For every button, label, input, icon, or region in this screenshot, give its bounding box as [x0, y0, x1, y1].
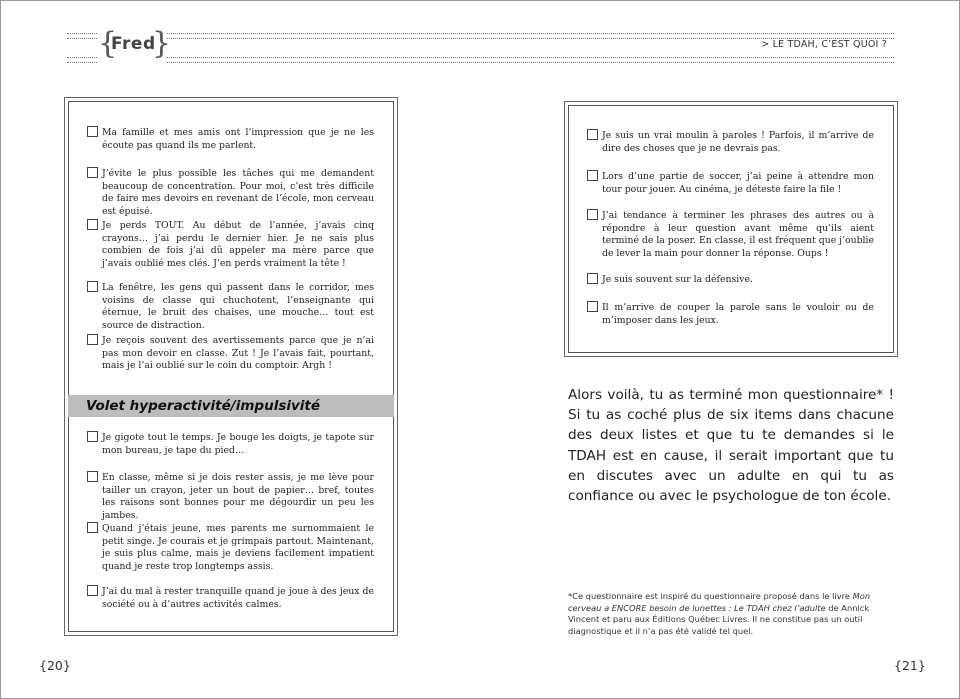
checkbox[interactable]: [87, 126, 98, 137]
footnote-text-end: de Annick Vincent et paru aux Éditions Québec Livres. Il ne constitue pas un outil diagnostique et il n’a pas été validé tel quel.: [568, 602, 870, 636]
checklist-item: Quand j’étais jeune, mes parents me surnommaient le petit singe. Je courais et je grimpais partout. Maintenant, je suis plus calme, mais je deviens facilement impatient quand je reste trop longtemps assis.: [102, 523, 374, 572]
checkbox[interactable]: [587, 301, 598, 312]
checkbox[interactable]: [587, 129, 598, 140]
header-rule-top: [167, 33, 894, 34]
header-rule-left-top-2: [67, 38, 97, 39]
right-brace-icon: }: [152, 26, 172, 61]
checklist-item: Ma famille et mes amis ont l’impression que je ne les écoute pas quand ils me parlent.: [102, 127, 374, 151]
checklist-item: La fenêtre, les gens qui passent dans le corridor, mes voisins de classe qui chuchotent, l’enseignante qui éternue, le bruit des chaises, une mouche… tout est source de distraction.: [102, 282, 374, 331]
header-rule-left-bottom: [67, 57, 97, 58]
checklist-item: Je gigote tout le temps. Je bouge les doigts, je tapote sur mon bureau, je tape du pied…: [102, 432, 374, 456]
checkbox[interactable]: [87, 334, 98, 345]
footnote: [568, 591, 888, 637]
section-title: Volet hyperactivité/impulsivité: [86, 398, 321, 414]
header-rule-bottom: [167, 57, 894, 58]
header-rule-bottom-2: [167, 62, 894, 63]
character-tag: Fred: [111, 34, 156, 54]
footnote-book-title: Mon cerveau a ENCORE besoin de lunettes : Le TDAH chez l’adulte: [568, 591, 871, 613]
checklist-item: J’évite le plus possible les tâches qui me demandent beaucoup de concentration. Pour moi, c’est très difficile de faire mes devoirs en revenant de l’école, mon cerveau est épuisé.: [102, 168, 374, 217]
header-rule-left-bottom-2: [67, 62, 97, 63]
checklist-item: Je reçois souvent des avertissements parce que je n’ai pas mon devoir en classe. Zut ! Je l’avais fait, pourtant, mais je l’ai oublié sur le coin du comptoir. Argh !: [102, 335, 374, 372]
checkbox[interactable]: [587, 170, 598, 181]
checkbox[interactable]: [87, 281, 98, 292]
running-head: > LE TDAH, C’EST QUOI ?: [761, 39, 887, 50]
left-brace-icon: {: [98, 26, 118, 61]
checkbox[interactable]: [587, 273, 598, 284]
checklist-item: Il m’arrive de couper la parole sans le vouloir ou de m’imposer dans les jeux.: [602, 302, 874, 326]
checklist-item: J’ai du mal à rester tranquille quand je joue à des jeux de société ou à d’autres activités calmes.: [102, 586, 374, 610]
checkbox[interactable]: [87, 585, 98, 596]
header-rule-left-top: [67, 33, 97, 34]
page-number-right: {21}: [894, 658, 926, 673]
checkbox[interactable]: [87, 471, 98, 482]
checklist-item: Je suis un vrai moulin à paroles ! Parfois, il m’arrive de dire des choses que je ne devrais pas.: [602, 130, 874, 154]
footnote-text: *Ce questionnaire est inspiré du questionnaire proposé dans le livre: [568, 591, 853, 601]
checkbox[interactable]: [87, 431, 98, 442]
page-number-left: {20}: [39, 658, 71, 673]
checklist-item: Lors d’une partie de soccer, j’ai peine à attendre mon tour pour jouer. Au cinéma, je déteste faire la file !: [602, 171, 874, 195]
checkbox[interactable]: [87, 219, 98, 230]
checklist-item: J’ai tendance à terminer les phrases des autres ou à répondre à leur question avant même qu’ils aient terminé de la poser. En classe, il est fréquent que j’oublie de lever la main pour donner la réponse. Oups !: [602, 210, 874, 259]
conclusion-paragraph: Alors voilà, tu as terminé mon questionnaire* ! Si tu as coché plus de six items dans chacune des deux listes et que tu te demandes si le TDAH est en cause, il serait important que tu en discutes avec un adulte en qui tu as confiance ou avec le psychologue de ton école.: [568, 387, 894, 505]
checklist-item: En classe, même si je dois rester assis, je me lève pour tailler un crayon, jeter un bout de papier… bref, toutes les raisons sont bonnes pour me dégourdir un peu les jambes.: [102, 472, 374, 521]
checkbox[interactable]: [587, 209, 598, 220]
checkbox[interactable]: [87, 522, 98, 533]
checklist-item: Je perds TOUT. Au début de l’année, j’avais cinq crayons… j’ai perdu le dernier hier. Je ne sais plus combien de fois j’ai dû appeler ma mère parce que j’avais oublié mes clés. J’en perds vraiment la tête !: [102, 220, 374, 269]
checklist-item: Je suis souvent sur la défensive.: [602, 274, 753, 285]
checkbox[interactable]: [87, 167, 98, 178]
